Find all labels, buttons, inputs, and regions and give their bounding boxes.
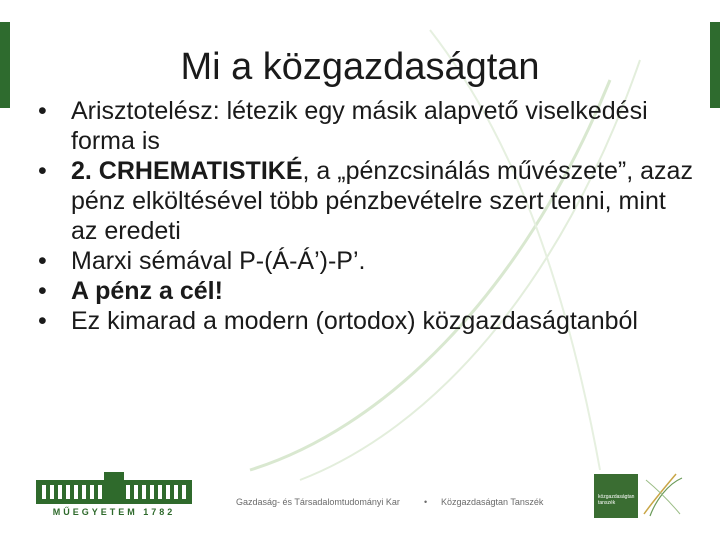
bullet-item: [38, 306, 698, 336]
bullet-text: , a „pénzcsinálás művészete”, azaz pénz elköltésével több pénzbevételre szert tenni, mint az eredeti: [71, 157, 693, 245]
bullet-text: Marxi sémával P-(Á-Á’)-P’.: [71, 247, 366, 275]
bullet-text-bold: 2. CRHEMATISTIKÉ: [71, 157, 303, 185]
bullet-item: [38, 96, 698, 156]
bullet-marker: •: [38, 247, 47, 275]
bullet-marker: •: [38, 157, 47, 185]
bullet-text: Ez kimarad a modern (ortodox) közgazdaságtanból: [71, 307, 638, 335]
bullet-item: [38, 276, 698, 306]
bullet-marker: •: [38, 277, 47, 305]
bullet-item: [38, 246, 698, 276]
bullet-text: Arisztotelész: létezik egy másik alapvető viselkedési forma is: [71, 97, 648, 155]
bullet-text-bold: A pénz a cél!: [71, 277, 223, 305]
department-logo-mark: [640, 470, 684, 518]
university-building-logo: [34, 470, 194, 518]
bullet-item: [38, 156, 698, 246]
bullet-marker: •: [38, 97, 47, 125]
department-logo-text: közgazdaságtan tanszék: [598, 494, 635, 506]
footer-faculty: Gazdaság- és Társadalomtudományi Kar: [236, 497, 400, 507]
bullet-marker: •: [38, 307, 47, 335]
university-caption: MŰEGYETEM 1782: [52, 507, 176, 517]
footer-separator: •: [424, 497, 428, 507]
slide-title: Mi a közgazdaságtan: [180, 46, 540, 88]
bullet-list: [38, 96, 698, 336]
footer-department: Közgazdaságtan Tanszék: [441, 497, 544, 507]
